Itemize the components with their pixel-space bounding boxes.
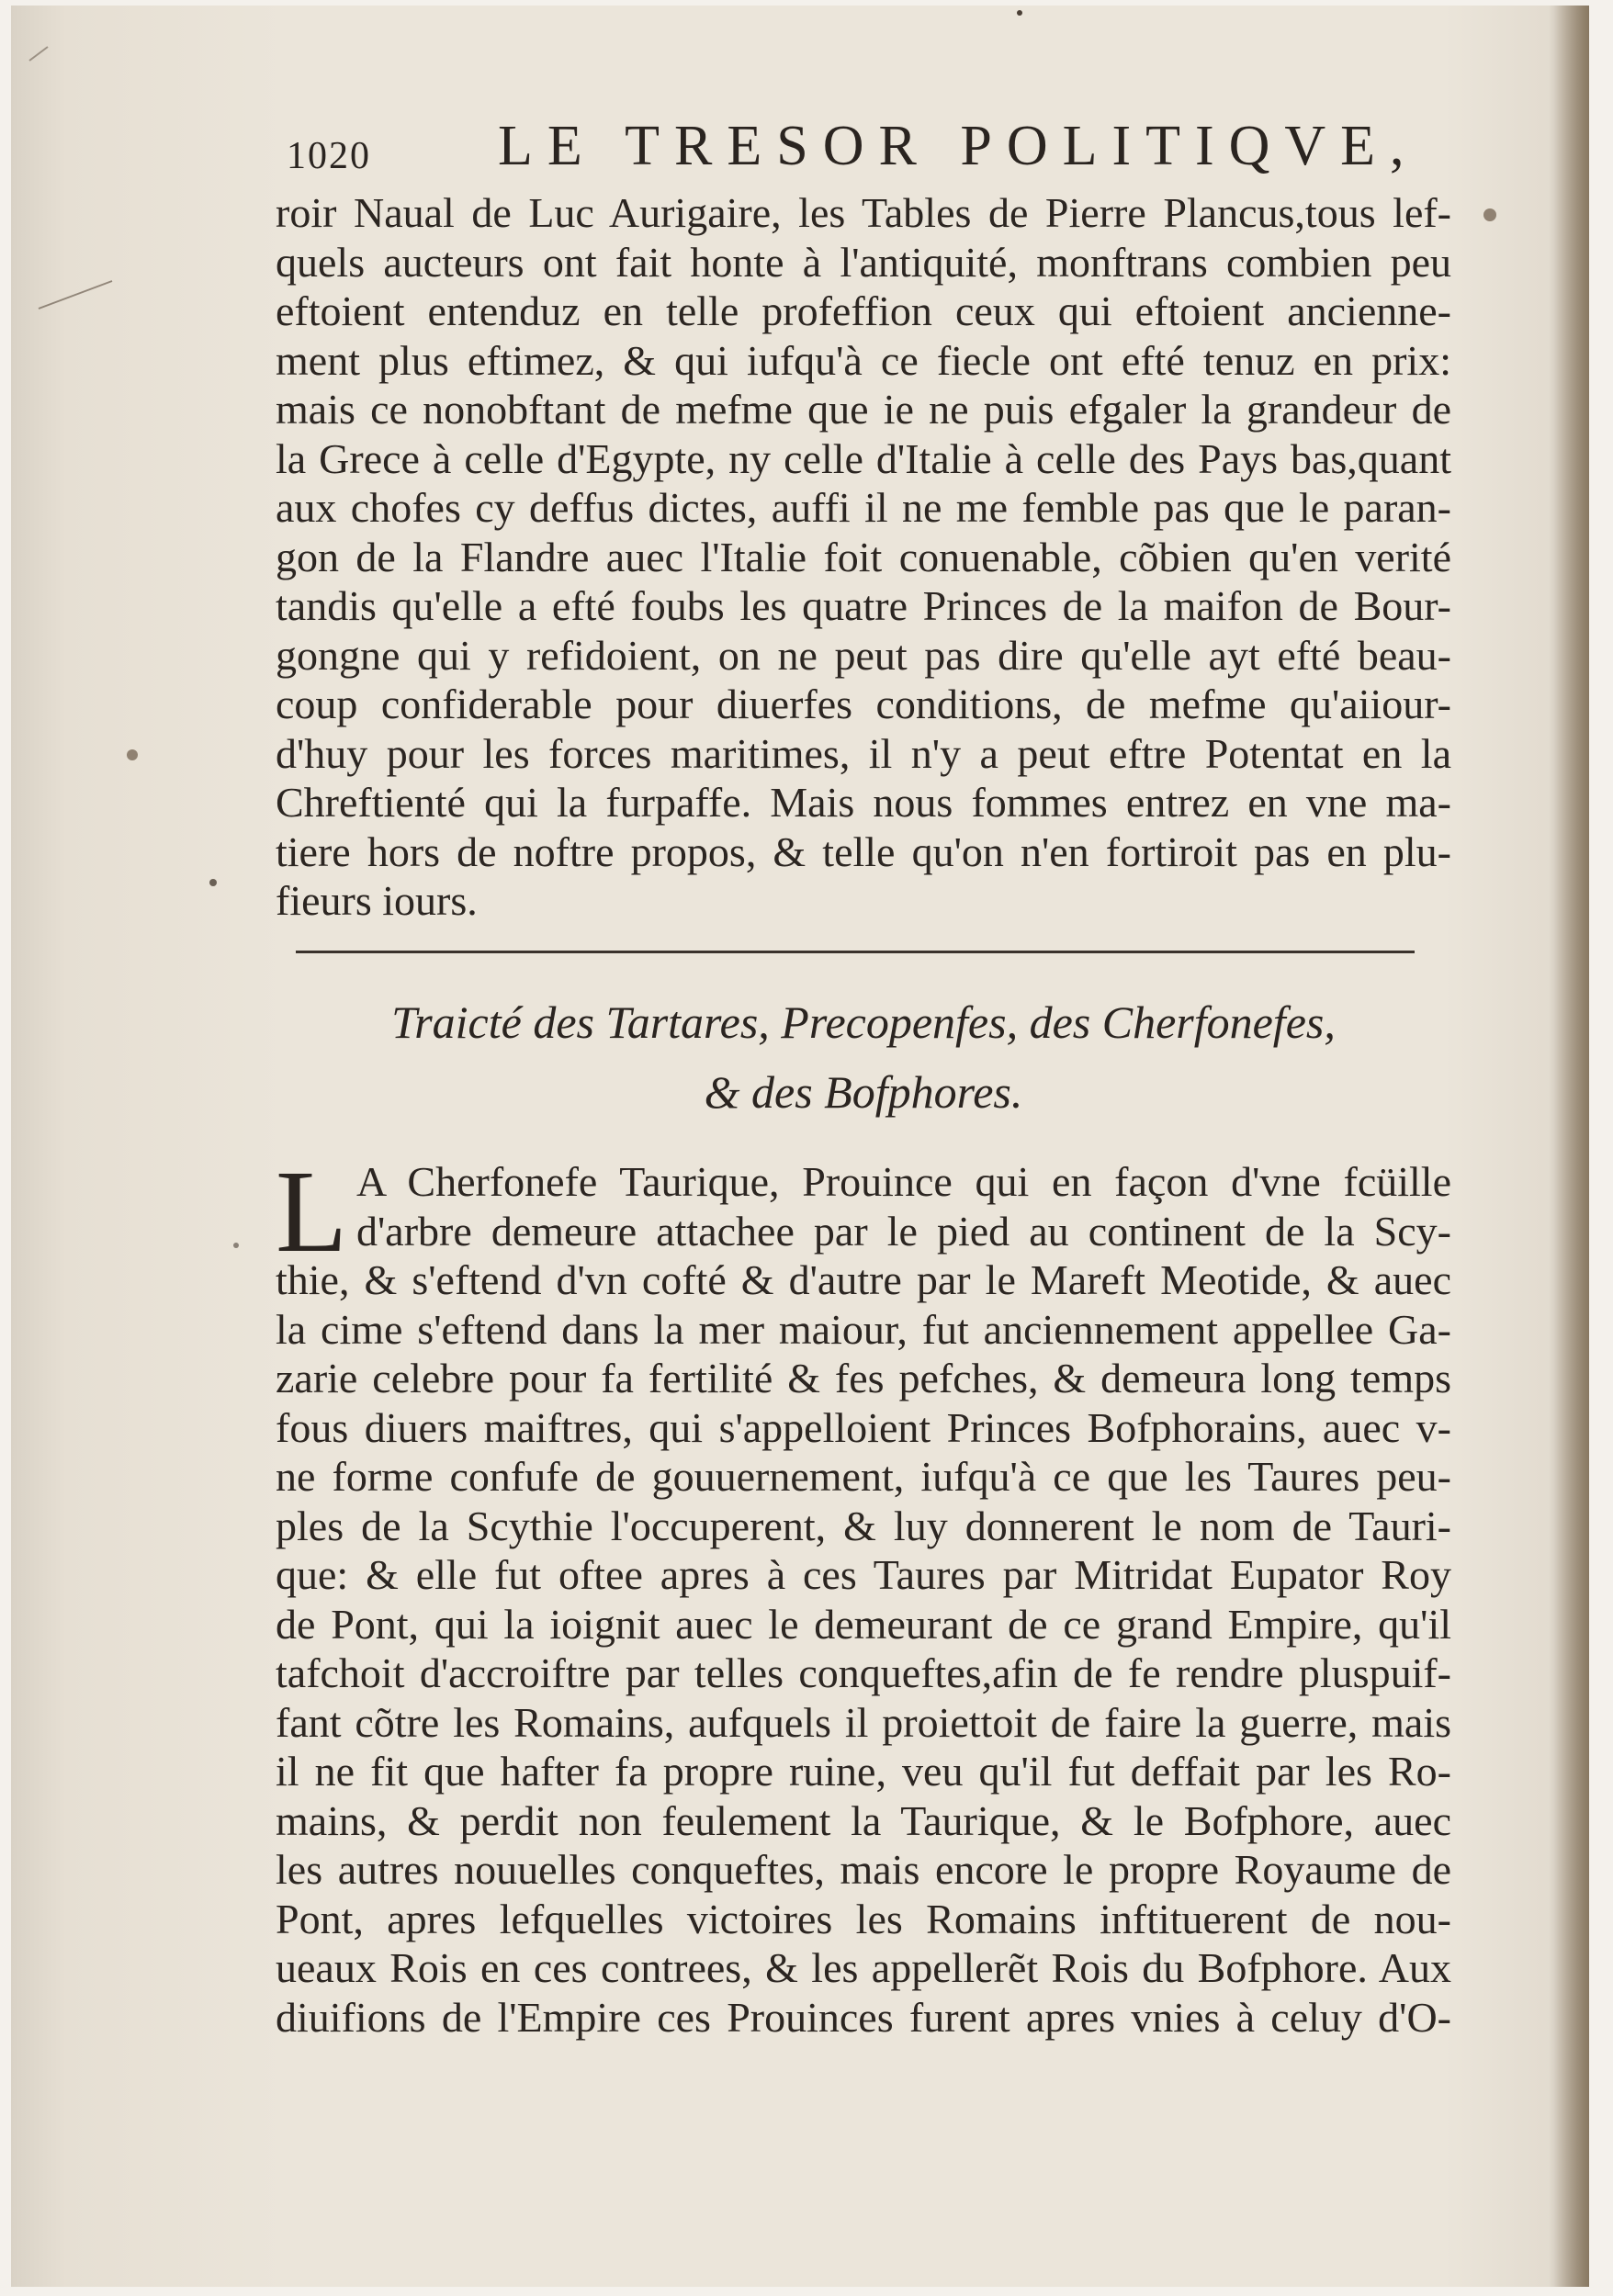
- section1-text: [276, 188, 1451, 926]
- section-heading: [276, 987, 1451, 1127]
- text-line: Chreftienté qui la furpaffe. Mais nous fommes entrez en vne ma-: [276, 779, 1451, 826]
- text-line: mais ce nonobftant de mefme que ie ne puis efgaler la grandeur de: [276, 386, 1451, 433]
- text-line: eftoient entenduz en telle profeffion ceux qui eftoient ancienne-: [276, 287, 1451, 334]
- speck: [233, 1243, 239, 1248]
- section-divider: [296, 951, 1415, 953]
- text-line: gon de la Flandre auec l'Italie foit conuenable, cõbien qu'en verité: [276, 533, 1451, 580]
- text-line: tiere hors de noftre propos, & telle qu'on n'en fortiroit pas en plu-: [276, 827, 1451, 875]
- speck: [209, 879, 217, 886]
- speck: [1017, 10, 1022, 16]
- pen-stroke: [29, 47, 48, 61]
- text-line: fous diuers maiftres, qui s'appelloient Princes Bofphorains, auec v-: [276, 1403, 1451, 1451]
- text-line: d'huy pour les forces maritimes, il n'y a peut eftre Potentat en la: [276, 729, 1451, 777]
- heading-line: Traicté des Tartares, Precopenfes, des Cherfonefes,: [391, 996, 1336, 1048]
- text-line: thie, & s'eftend d'vn cofté & d'autre par le Mareft Meotide, & auec: [276, 1256, 1451, 1303]
- text-line: ples de la Scythie l'occuperent, & luy donnerent le nom de Tauri-: [276, 1502, 1451, 1549]
- speck: [1483, 208, 1496, 221]
- text-line: que: & elle fut oftee apres à ces Taures par Mitridat Eupator Roy: [276, 1551, 1451, 1598]
- page-gutter-shadow: [1549, 6, 1589, 2287]
- heading-line: & des Bofphores.: [704, 1066, 1023, 1118]
- running-title: LE TRESOR POLITIQVE,: [498, 115, 1419, 177]
- text-line: fieurs iours.: [276, 877, 478, 924]
- section2-text: [276, 1146, 1451, 2042]
- text-line: mains, & perdit non feulement la Taurique, & le Bofphore, auec: [276, 1796, 1451, 1844]
- text-line: diuifions de l'Empire ces Prouinces furent apres vnies à celuy d'O-: [276, 1993, 1451, 2041]
- text-line: d'arbre demeure attachee par le pied au continent de la Scy-: [356, 1207, 1451, 1255]
- text-line: A Cherfonefe Taurique, Prouince qui en façon d'vne fcüille: [356, 1158, 1451, 1205]
- text-line: de Pont, qui la ioignit auec le demeurant de ce grand Empire, qu'il: [276, 1600, 1451, 1648]
- pen-stroke: [39, 281, 112, 309]
- text-line: tandis qu'elle a efté foubs les quatre Princes de la maifon de Bour-: [276, 582, 1451, 629]
- text-line: la cime s'eftend dans la mer maiour, fut anciennement appellee Ga-: [276, 1305, 1451, 1353]
- text-line: ne forme confufe de gouuernement, iufqu'à ce que les Taures peu-: [276, 1453, 1451, 1500]
- text-line: fant cõtre les Romains, aufquels il proiettoit de faire la guerre, mais: [276, 1698, 1451, 1746]
- text-line: ment plus eftimez, & qui iufqu'à ce fiecle ont efté tenuz en prix:: [276, 336, 1451, 384]
- text-line: coup confiderable pour diuerfes conditions, de mefme qu'aiiour-: [276, 681, 1451, 727]
- text-line: ueaux Rois en ces contrees, & les appellerẽt Rois du Bofphore. Aux: [276, 1944, 1451, 1991]
- text-line: il ne fit que hafter fa propre ruine, veu qu'il fut deffait par les Ro-: [276, 1748, 1451, 1795]
- text-line: les autres nouuelles conqueftes, mais encore le propre Royaume de: [276, 1846, 1451, 1893]
- text-line: aux chofes cy deffus dictes, auffi il ne me femble pas que le paran-: [276, 484, 1451, 531]
- text-line: quels aucteurs ont fait honte à l'antiquité, monftrans combien peu: [276, 238, 1451, 286]
- speck: [127, 749, 138, 760]
- page-header: [287, 114, 1481, 197]
- text-line: Pont, apres lefquelles victoires les Romains inftituerent de nou-: [276, 1895, 1451, 1942]
- text-line: roir Naual de Luc Aurigaire, les Tables de Pierre Plancus,tous lef-: [276, 189, 1451, 236]
- drop-cap: L: [276, 1146, 348, 1277]
- page-number: 1020: [287, 135, 371, 177]
- text-line: la Grece à celle d'Egypte, ny celle d'Italie à celle des Pays bas,quant: [276, 434, 1451, 482]
- text-line: tafchoit d'accroiftre par telles conqueftes,afin de fe rendre pluspuif-: [276, 1649, 1451, 1696]
- text-line: gongne qui y refidoient, on ne peut pas dire qu'elle ayt efté beau-: [276, 631, 1451, 679]
- text-line: zarie celebre pour fa fertilité & fes pefches, & demeura long temps: [276, 1355, 1451, 1401]
